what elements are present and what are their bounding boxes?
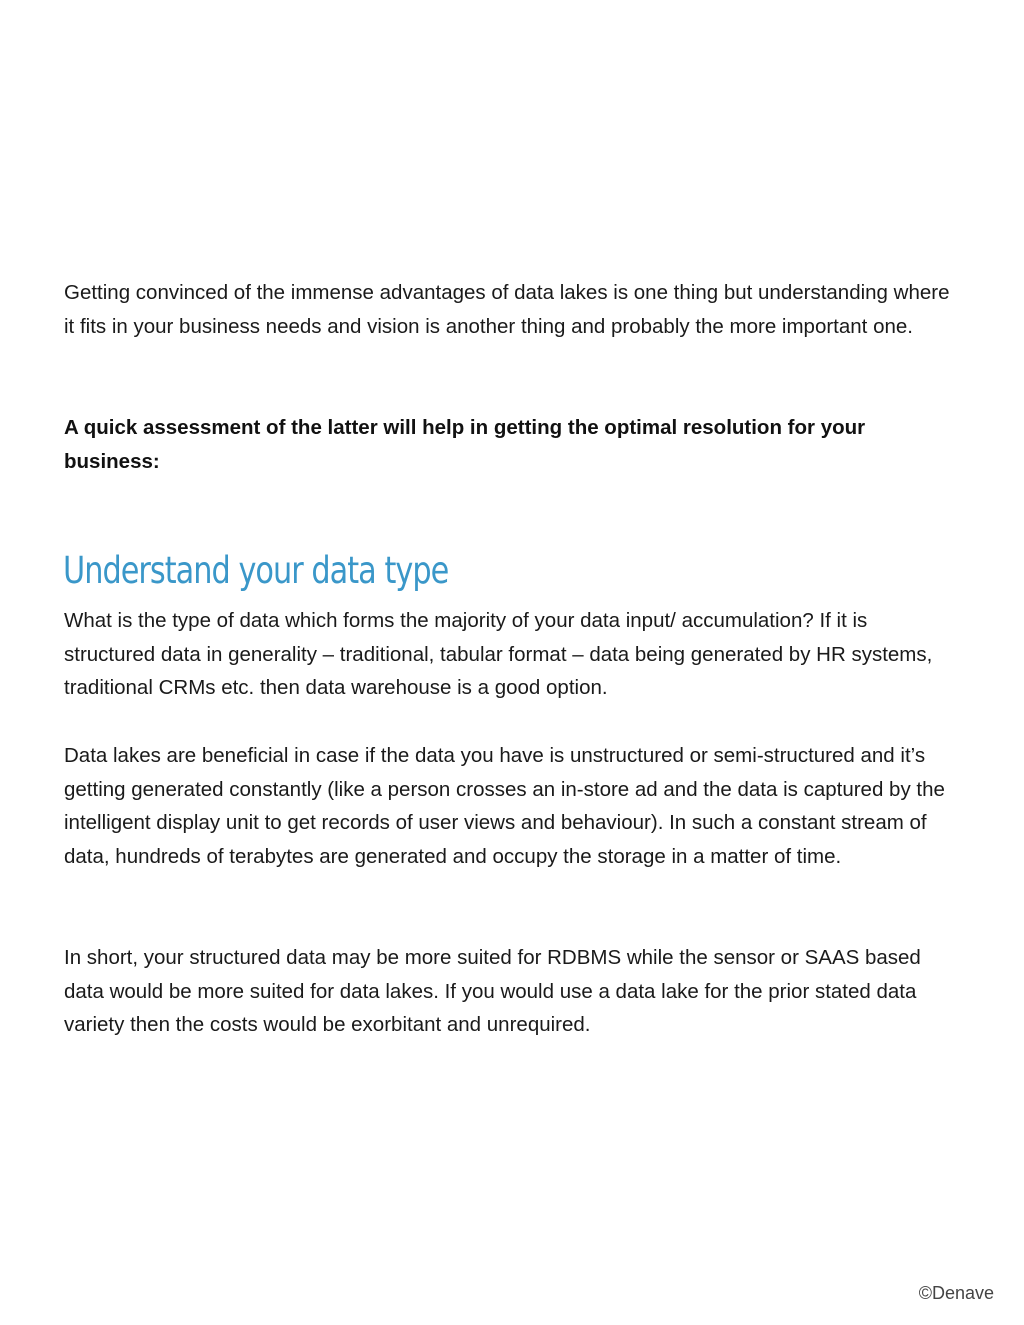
copyright-footer: ©Denave (918, 1283, 994, 1303)
lead-paragraph: A quick assessment of the latter will help in getting the optimal resolution for your business: (64, 416, 866, 473)
body-paragraph: Data lakes are beneficial in case if the data you have is unstructured or semi-structured and it’s getting generated constantly (like a person crosses an in-store ad and the data is captured by the intelligent display unit to get records of user views and behaviour). In such a constant stream of data, hundreds of terabytes are generated and occupy the storage in a matter of time. (64, 744, 945, 868)
body-paragraph: In short, your structured data may be more suited for RDBMS while the sensor or SAAS based data would be more suited for data lakes. If you would use a data lake for the prior stated data variety then the costs would be exorbitant and unrequired. (64, 946, 921, 1037)
body-paragraph: What is the type of data which forms the majority of your data input/ accumulation? If it is structured data in generality – traditional, tabular format – data being generated by HR systems, traditional CRMs etc. then data warehouse is a good option. (64, 609, 933, 700)
section-heading: Understand your data type (63, 549, 449, 592)
intro-paragraph: Getting convinced of the immense advantages of data lakes is one thing but understanding where it fits in your business needs and vision is another thing and probably the more important one. (64, 281, 950, 338)
